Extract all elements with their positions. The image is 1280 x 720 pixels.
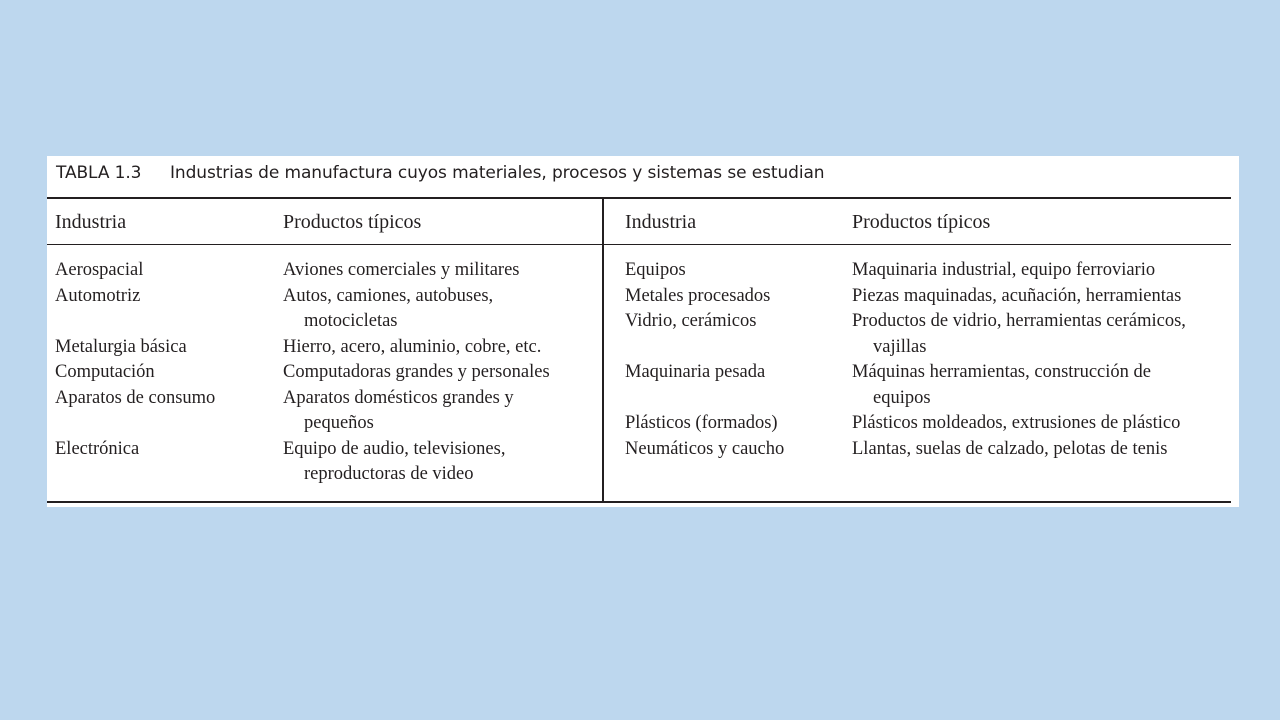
right-products-cell — [852, 309, 1186, 360]
product-line: Plásticos moldeados, extrusiones de plástico — [852, 413, 1181, 433]
left-industry-cell: Aparatos de consumo — [55, 387, 216, 408]
product-line-continued: equipos — [873, 387, 931, 408]
table-title: Industrias de manufactura cuyos materiales, procesos y sistemas se estudian — [170, 163, 825, 183]
left-products-cell — [283, 386, 514, 437]
table-caption — [56, 163, 824, 183]
right-industry-cell: Maquinaria pesada — [625, 362, 766, 382]
product-line: Hierro, acero, aluminio, cobre, etc. — [283, 336, 542, 357]
left-industry-cell: Computación — [55, 362, 155, 382]
product-line: Maquinaria industrial, equipo ferroviario — [852, 260, 1156, 280]
product-line-continued: vajillas — [873, 336, 927, 357]
right-products-cell — [852, 437, 1167, 463]
column-divider — [602, 198, 604, 502]
left-industry-cell: Electrónica — [55, 438, 140, 459]
right-industry-cell: Plásticos (formados) — [625, 413, 778, 433]
product-line: Máquinas herramientas, construcción de — [852, 362, 1151, 382]
left-products-cell — [283, 258, 519, 284]
right-products-cell — [852, 411, 1180, 437]
product-line: Productos de vidrio, herramientas cerámicos, — [852, 311, 1186, 331]
product-line-continued: motocicletas — [304, 311, 398, 331]
left-industry-cell: Aerospacial — [55, 260, 144, 280]
product-line: Aviones comerciales y militares — [283, 260, 520, 280]
product-line: Aparatos domésticos grandes y — [283, 387, 514, 408]
header-left-products: Productos típicos — [283, 211, 422, 233]
header-rule — [47, 244, 1231, 245]
right-products-cell — [852, 258, 1155, 284]
right-industry-cell: Vidrio, cerámicos — [625, 311, 757, 331]
right-industry-cell: Metales procesados — [625, 285, 771, 306]
left-products-cell — [283, 335, 541, 361]
product-line: Llantas, suelas de calzado, pelotas de tenis — [852, 438, 1168, 459]
header-right-industry: Industria — [625, 211, 697, 233]
product-line: Equipo de audio, televisiones, — [283, 438, 506, 459]
left-products-cell — [283, 360, 550, 386]
right-industry-cell: Neumáticos y caucho — [625, 438, 785, 459]
left-industry-cell: Metalurgia básica — [55, 336, 187, 357]
right-products-cell — [852, 360, 1151, 411]
left-industry-cell: Automotriz — [55, 285, 141, 306]
bottom-rule — [47, 501, 1231, 503]
left-products-cell — [283, 437, 505, 488]
product-line-continued: pequeños — [304, 413, 374, 433]
product-line: Piezas maquinadas, acuñación, herramientas — [852, 285, 1182, 306]
top-rule — [47, 197, 1231, 199]
table-number: TABLA 1.3 — [56, 163, 142, 183]
product-line: Computadoras grandes y personales — [283, 362, 550, 382]
product-line-continued: reproductoras de video — [304, 464, 474, 484]
right-products-cell — [852, 284, 1181, 310]
right-industry-cell: Equipos — [625, 260, 686, 280]
table-panel — [47, 156, 1239, 507]
product-line: Autos, camiones, autobuses, — [283, 285, 494, 306]
header-right-products: Productos típicos — [852, 211, 991, 233]
header-left-industry: Industria — [55, 211, 127, 233]
left-products-cell — [283, 284, 493, 335]
